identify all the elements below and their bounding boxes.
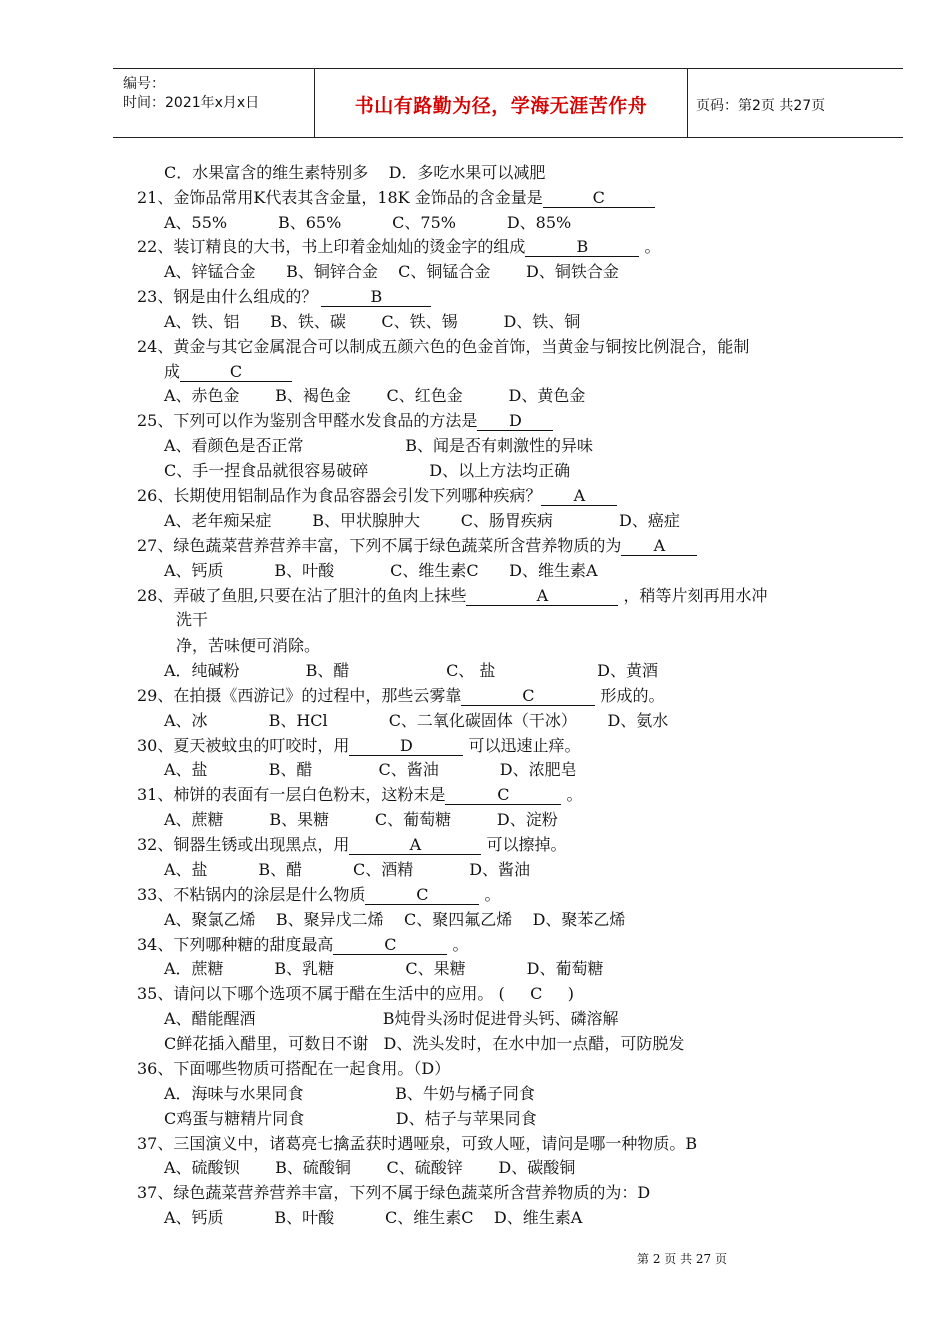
option-line: A、钙质 B、叶酸 C、维生素C D、维生素A	[164, 1208, 583, 1227]
option-line: A、醋能醒酒 B炖骨头汤时促进骨头钙、磷溶解	[164, 1009, 619, 1028]
question-33	[137, 885, 500, 905]
question-text: 27、绿色蔬菜营养营养丰富，下列不属于绿色蔬菜所含营养物质的为	[137, 536, 622, 555]
answer-blank: A	[466, 587, 618, 606]
option-line: A．海味与水果同食 B、牛奶与橘子同食	[164, 1084, 535, 1103]
answer-blank: A	[621, 537, 697, 556]
question-text: 29、在拍摄《西游记》的过程中，那些云雾靠	[137, 686, 462, 705]
question-28-cont: 净，苦味便可消除。	[176, 636, 321, 655]
answer-blank: A	[349, 836, 481, 855]
option-line: A、硫酸钡 B、硫酸铜 C、硫酸锌 D、碳酸铜	[164, 1158, 576, 1177]
question-37: 37、三国演义中，诸葛亮七擒孟获时遇哑泉，可致人哑，请问是哪一种物质。B	[137, 1134, 698, 1153]
answer-blank: C	[333, 936, 447, 955]
option-line: C鸡蛋与糖精片同食 D、桔子与苹果同食	[164, 1109, 537, 1128]
question-text: 成	[164, 362, 181, 381]
question-text: 30、夏天被蚊虫的叮咬时，用	[137, 736, 350, 755]
question-32	[137, 835, 566, 855]
question-28-cont: 洗干	[176, 610, 209, 629]
option-line: C、手一捏食品就很容易破碎 D、以上方法均正确	[164, 461, 571, 480]
question-tail: ，稍等片刻再用水冲	[618, 586, 768, 605]
question-tail: 。	[561, 785, 583, 804]
question-35: 35、请问以下哪个选项不属于醋在生活中的应用。 ( C )	[137, 984, 575, 1003]
page-label: 页码：第2页 共27页	[696, 98, 826, 114]
question-tail: 可以迅速止痒。	[463, 736, 581, 755]
question-22	[137, 237, 660, 257]
question-24: 24、黄金与其它金属混合可以制成五颜六色的色金首饰，当黄金与铜按比例混合，能制	[137, 337, 750, 356]
question-tail: 。	[447, 935, 469, 954]
question-23	[137, 287, 431, 307]
option-line: C鲜花插入醋里，可数日不谢 D、洗头发时，在水中加一点醋，可防脱发	[164, 1034, 685, 1053]
option-line: A、盐 B、醋 C、酱油 D、浓肥皂	[164, 760, 577, 779]
question-text: 34、下列哪种糖的甜度最高	[137, 935, 334, 954]
option-line: A、老年痴呆症 B、甲状腺肿大 C、肠胃疾病 D、癌症	[164, 511, 680, 530]
answer-blank: C	[445, 786, 561, 805]
question-tail: 。	[479, 885, 501, 904]
option-line: A、55% B、65% C、75% D、85%	[164, 213, 572, 232]
answer-blank: D	[477, 412, 553, 431]
question-text: 26、长期使用铝制品作为食品容器会引发下列哪种疾病？	[137, 486, 542, 505]
question-30	[137, 736, 580, 756]
answer-blank: C	[461, 687, 595, 706]
header-page-cell	[688, 69, 903, 137]
answer-blank: B	[321, 288, 431, 307]
option-line: A．纯碱粉 B、醋 C、 盐 D、黄酒	[164, 661, 658, 680]
question-text: 33、不粘锅内的涂层是什么物质	[137, 885, 366, 904]
question-29	[137, 686, 664, 706]
motto: 书山有路勤为径，学海无涯苦作舟	[354, 95, 648, 117]
question-37b: 37、绿色蔬菜营养营养丰富，下列不属于绿色蔬菜所含营养物质的为：D	[137, 1183, 651, 1202]
option-line: A、聚氯乙烯 B、聚异戊二烯 C、聚四氟乙烯 D、聚苯乙烯	[164, 910, 626, 929]
option-line: A．蔗糖 B、乳糖 C、果糖 D、葡萄糖	[164, 959, 604, 978]
answer-blank: B	[525, 238, 639, 257]
question-text: 23、钢是由什么组成的？	[137, 287, 318, 306]
header-meta-cell	[113, 69, 315, 137]
question-tail: 可以擦掉。	[481, 835, 567, 854]
question-text: 25、下列可以作为鉴别含甲醛水发食品的方法是	[137, 411, 478, 430]
answer-blank: C	[180, 363, 292, 382]
option-line: A、铁、铝 B、铁、碳 C、铁、锡 D、铁、铜	[164, 312, 581, 331]
question-31	[137, 785, 582, 805]
option-line: A、赤色金 B、褐色金 C、红色金 D、黄色金	[164, 386, 586, 405]
question-text: 31、柿饼的表面有一层白色粉末，这粉末是	[137, 785, 446, 804]
question-tail: 。	[639, 237, 661, 256]
answer-blank: C	[543, 189, 655, 208]
option-line: A、蔗糖 B、果糖 C、葡萄糖 D、淀粉	[164, 810, 558, 829]
question-36: 36、下面哪些物质可搭配在一起食用。（D）	[137, 1059, 451, 1078]
footer-page-number: 第 2 页 共 27 页	[637, 1252, 727, 1266]
header-motto-cell	[315, 69, 688, 137]
option-line: A、锌锰合金 B、铜锌合金 C、铜锰合金 D、铜铁合金	[164, 262, 619, 281]
option-line: A、盐 B、醋 C、酒精 D、酱油	[164, 860, 531, 879]
question-27	[137, 536, 697, 556]
answer-blank: A	[541, 487, 617, 506]
page-header	[113, 68, 903, 138]
answer-blank: C	[365, 886, 479, 905]
question-text: 22、装订精良的大书，书上印着金灿灿的烫金字的组成	[137, 237, 526, 256]
question-21	[137, 188, 655, 208]
question-26	[137, 486, 617, 506]
question-text: 21、金饰品常用K代表其含金量，18K 金饰品的含金量是	[137, 188, 543, 207]
question-text: 28、弄破了鱼胆,只要在沾了胆汁的鱼肉上抹些	[137, 586, 467, 605]
question-34	[137, 935, 468, 955]
question-25	[137, 411, 553, 431]
question-tail: 形成的。	[595, 686, 665, 705]
option-line: C．水果富含的维生素特别多 D．多吃水果可以减肥	[164, 163, 546, 182]
option-line: A、看颜色是否正常 B、闻是否有刺激性的异味	[164, 436, 594, 455]
option-line: A、冰 B、HCl C、二氧化碳固体（干冰） D、氨水	[164, 711, 669, 730]
question-text: 32、铜器生锈或出现黑点，用	[137, 835, 350, 854]
answer-blank: D	[349, 737, 463, 756]
time-label: 时间：2021年x月x日	[123, 95, 260, 111]
option-line: A、钙质 B、叶酸 C、维生素C D、维生素A	[164, 561, 598, 580]
question-28	[137, 586, 768, 606]
question-24-cont	[164, 362, 292, 382]
number-label: 编号：	[123, 76, 165, 92]
